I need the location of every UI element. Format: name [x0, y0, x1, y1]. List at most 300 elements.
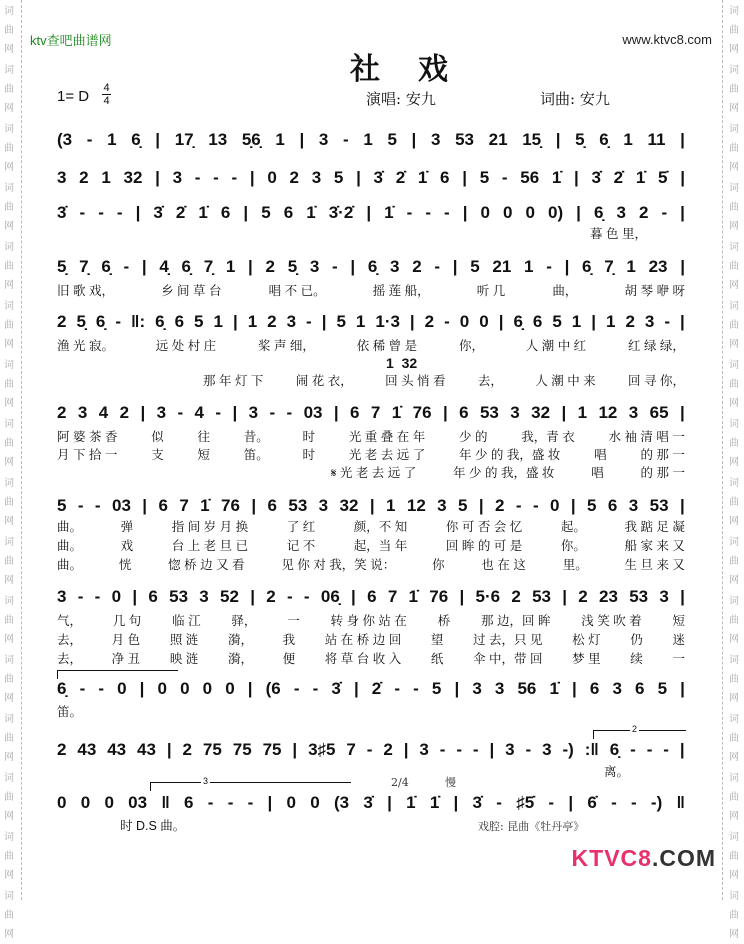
- lyric-phrase: 临 江: [172, 614, 201, 628]
- lyric-phrase: 听 几: [476, 284, 506, 298]
- lyric-phrase: 人 潮 中 红: [525, 339, 587, 353]
- note: -: [227, 793, 234, 812]
- note: -: [546, 257, 552, 276]
- lyric-line: 离。: [604, 765, 630, 779]
- watermark-text: 词 曲 网: [729, 596, 739, 645]
- lyric-phrase: 摇 莲 船，: [372, 284, 430, 298]
- lyric-phrase: 站 在 桥 边 回: [324, 633, 402, 647]
- note: -: [425, 203, 431, 222]
- watermark-text: 词 曲 网: [4, 478, 14, 527]
- note: 0: [525, 203, 535, 222]
- lyric-phrase: 红 绿 绿，: [627, 339, 685, 353]
- note: 3: [659, 587, 669, 606]
- note: 1: [275, 130, 285, 149]
- lyric-phrase: 少 的: [458, 430, 488, 444]
- barline: |: [680, 130, 685, 149]
- barline: |: [142, 496, 148, 515]
- note: -: [663, 740, 669, 759]
- note: 5: [431, 679, 442, 698]
- watermark-text: 词 曲 网: [4, 360, 14, 409]
- note: 53: [629, 587, 649, 606]
- note: 7̣: [79, 257, 89, 276]
- lyric-phrase: 短: [197, 448, 210, 462]
- barline: |: [453, 793, 459, 812]
- lyric-phrase: 照 涟: [169, 633, 199, 647]
- note: 56: [517, 679, 537, 698]
- lyric-phrase: 纸: [430, 652, 444, 666]
- note: -: [77, 587, 84, 606]
- lyric-phrase: 漪，: [227, 633, 253, 647]
- note: 21: [488, 130, 508, 149]
- barline: |: [321, 312, 327, 331]
- note: 2: [289, 168, 300, 187]
- note: 6: [267, 496, 277, 515]
- barline: |: [248, 257, 253, 276]
- note: 2: [412, 257, 422, 276]
- note: 43: [137, 740, 156, 759]
- note: 3̇: [57, 203, 67, 222]
- note: -: [532, 496, 539, 515]
- barline: |: [292, 740, 298, 759]
- note: 7: [387, 587, 398, 606]
- note: 43: [107, 740, 127, 759]
- meter-change: 2/4: [391, 776, 409, 789]
- barline: |: [462, 203, 468, 222]
- lyric-phrase: 续: [630, 652, 643, 666]
- note: 17̣: [174, 130, 194, 149]
- note: 03: [128, 793, 148, 812]
- note: 5: [470, 257, 480, 276]
- note: 2: [625, 312, 635, 331]
- note: -: [525, 740, 532, 759]
- lyric-phrase: 生 旦 来 又: [624, 558, 685, 572]
- note: 3: [172, 168, 183, 187]
- opera-note: 戏腔: 昆曲《牡丹亭》: [478, 820, 585, 833]
- lyric-phrase: 便: [282, 652, 296, 666]
- barline: |: [299, 130, 305, 149]
- note: 5: [479, 168, 490, 187]
- note: 3: [542, 740, 552, 759]
- note: 2: [578, 587, 588, 606]
- lyric-phrase: 光 老 去 远 了: [348, 448, 426, 462]
- note: 6̣: [599, 130, 609, 149]
- note: 53: [649, 496, 669, 515]
- note: 75: [202, 740, 222, 759]
- note: 23: [648, 257, 668, 276]
- note: 3: [311, 168, 322, 187]
- note: -: [86, 130, 93, 149]
- note: 6̣: [593, 203, 604, 222]
- note: 1̇: [384, 203, 394, 222]
- barline: ‖: [676, 793, 685, 812]
- barline: |: [141, 257, 147, 276]
- watermark-text: 词 曲 网: [729, 832, 739, 881]
- lyric-phrase: 回 眸 的 可 是: [445, 539, 523, 553]
- note: 76: [221, 496, 240, 515]
- note: -: [98, 679, 104, 698]
- lyric-phrase: 松 灯: [572, 633, 601, 647]
- note: 3: [505, 740, 515, 759]
- lyric-phrase: 旧 歌 戏，: [57, 284, 114, 298]
- note: -: [312, 679, 319, 698]
- lyric-phrase: 船 家 来 又: [624, 539, 685, 553]
- barline: |: [353, 679, 359, 698]
- note: -: [286, 403, 293, 422]
- note: -: [406, 203, 413, 222]
- note: 3: [318, 496, 329, 515]
- watermark-text: 词 曲 网: [4, 124, 14, 173]
- note: -: [123, 257, 130, 276]
- note: -: [661, 203, 668, 222]
- lyric-phrase: 见 你 对 我，笑 说：: [281, 558, 396, 572]
- watermark-text: 词 曲 网: [4, 832, 14, 881]
- note: 3: [628, 496, 639, 515]
- barline: |: [250, 587, 255, 606]
- lyric-phrase: 远 处 村 庄: [155, 339, 217, 353]
- note: (6: [265, 679, 281, 698]
- note: 76: [429, 587, 449, 606]
- singer-credit: 演唱: 安九: [366, 90, 436, 108]
- lyric-phrase: 时: [302, 448, 316, 462]
- lyric-phrase: 里。: [562, 558, 588, 572]
- note: 2: [119, 403, 130, 422]
- note: 1̇: [429, 793, 440, 812]
- note: 1·3: [375, 312, 400, 331]
- note: 03: [303, 403, 323, 422]
- barline: |: [249, 168, 255, 187]
- barline: |: [232, 312, 238, 331]
- lyric-phrase: 桨 声 细，: [257, 339, 315, 353]
- lyric-phrase: 支: [151, 448, 164, 462]
- note: 23: [599, 587, 618, 606]
- note: -: [116, 203, 123, 222]
- lyric-phrase: 你，: [458, 339, 484, 353]
- note: 5̣: [287, 257, 298, 276]
- note: 53: [479, 403, 499, 422]
- note: 3̇: [363, 793, 373, 812]
- note: 1: [363, 130, 373, 149]
- lyric-phrase: 年 少 的 我，盛 妆: [453, 466, 555, 480]
- volta-3-bracket: [150, 776, 351, 791]
- lyric-phrase: 回 寻 你，: [628, 374, 685, 388]
- note: 6̣: [155, 312, 165, 331]
- lyric-phrase: 时: [302, 430, 316, 444]
- note: 6̣: [582, 257, 592, 276]
- note: 2: [383, 740, 393, 759]
- lyric-phrase: 我，青 衣: [521, 430, 575, 444]
- barline: |: [680, 203, 685, 222]
- note: 5̣6̣: [241, 130, 261, 149]
- barline: |: [452, 257, 458, 276]
- note: 3: [286, 312, 297, 331]
- note: 6: [184, 793, 194, 812]
- note: -: [646, 740, 653, 759]
- note: 1̇: [306, 203, 316, 222]
- right-margin-line: [722, 0, 723, 900]
- lyric-phrase: 惚 桥 边 又 看: [168, 558, 245, 572]
- note: 3: [472, 679, 482, 698]
- note: 7: [370, 403, 381, 422]
- lyric-phrase: 人 潮 中 来: [535, 374, 596, 388]
- note: 7: [179, 496, 189, 515]
- note: 15̣: [522, 130, 542, 149]
- note: 0: [202, 679, 213, 698]
- site-url[interactable]: www.ktvc8.com: [622, 32, 712, 47]
- note: -: [439, 740, 446, 759]
- note: -: [79, 203, 86, 222]
- notation-row: [57, 679, 685, 699]
- lyric-phrase: 气，: [57, 614, 83, 628]
- note: 5̣: [76, 312, 86, 331]
- lyric-phrase: 曲。: [57, 539, 83, 553]
- lyric-line: [57, 429, 685, 445]
- barline: |: [478, 496, 484, 515]
- barline: |: [411, 130, 417, 149]
- barline: |: [442, 403, 448, 422]
- note: 6̣: [513, 312, 523, 331]
- note: 53: [169, 587, 189, 606]
- note: 0: [267, 168, 277, 187]
- barline: |: [155, 130, 161, 149]
- lyric-phrase: 转 身 你 站 在: [330, 614, 407, 628]
- note: -: [77, 496, 84, 515]
- note: 1: [571, 312, 582, 331]
- lyric-line: 暮 色 里，: [590, 227, 647, 241]
- lyric-phrase: 年 少 的 我，盛 妆: [458, 448, 561, 462]
- note: 1: [355, 312, 366, 331]
- barline: ‖:: [131, 312, 146, 331]
- watermark-text: 词 曲 网: [729, 537, 739, 586]
- note: -: [444, 203, 450, 222]
- watermark-text: 词 曲 网: [729, 6, 739, 55]
- note: 6̣: [57, 679, 67, 698]
- barline: |: [570, 496, 576, 515]
- lyric-phrase: 昔。: [243, 430, 269, 444]
- note: 2̇: [395, 168, 406, 187]
- note: 2: [638, 203, 649, 222]
- barline: :‖: [584, 740, 599, 759]
- note: 1̇: [198, 203, 208, 222]
- meter-top: 4: [103, 82, 110, 94]
- watermark-text: 词 曲 网: [729, 655, 739, 704]
- lyric-phrase: 去，: [477, 374, 503, 388]
- barline: |: [489, 740, 495, 759]
- lyric-phrase: 台 上 老 旦 已: [171, 539, 249, 553]
- note: -: [79, 679, 86, 698]
- barline: |: [679, 740, 685, 759]
- note: 6̣: [131, 130, 141, 149]
- note: -: [94, 587, 101, 606]
- note: 2: [424, 312, 435, 331]
- lyric-line: [57, 538, 685, 554]
- lyric-phrase: 曲。: [57, 520, 83, 534]
- note: 12: [406, 496, 426, 515]
- note: 3: [628, 403, 639, 422]
- note: 6: [220, 203, 231, 222]
- note: 32: [123, 168, 143, 187]
- note: 3: [430, 130, 441, 149]
- note: 1̇: [391, 403, 402, 422]
- notation-row: [57, 257, 685, 277]
- lyric-phrase: 伞 中，带 回: [473, 652, 543, 666]
- note: 5: [552, 312, 562, 331]
- watermark-column-right: [727, 0, 741, 944]
- note: 2̇: [371, 679, 382, 698]
- note: 06̣: [320, 587, 340, 606]
- lyric-phrase: 闹 花 衣，: [295, 374, 353, 388]
- note: 43: [77, 740, 97, 759]
- site-name[interactable]: ktv查吧曲谱网: [30, 33, 112, 48]
- note: -: [630, 740, 636, 759]
- note: 5: [194, 312, 204, 331]
- barline: |: [409, 312, 415, 331]
- lyric-phrase: 水 袖 清 唱 一: [608, 430, 685, 444]
- note: -): [562, 740, 574, 759]
- barline: |: [351, 587, 356, 606]
- note: -: [177, 403, 184, 422]
- notation-row: [57, 496, 685, 516]
- barline: |: [333, 403, 339, 422]
- note: 3: [616, 203, 626, 222]
- note: 12: [598, 403, 618, 422]
- ktvc8-logo: [572, 845, 716, 872]
- note: 1: [213, 312, 223, 331]
- lyric-phrase: 驿，: [231, 614, 257, 628]
- lyric-phrase: 唱: [594, 448, 607, 462]
- lyric-phrase: 去，: [57, 633, 83, 647]
- note: 3̇: [373, 168, 383, 187]
- note: 5̣: [57, 257, 67, 276]
- lyric-phrase: 映 涟: [169, 652, 199, 666]
- note: 3: [612, 679, 622, 698]
- note: 2: [57, 403, 67, 422]
- note: -: [366, 740, 373, 759]
- note: 0: [310, 793, 320, 812]
- note: 3: [419, 740, 429, 759]
- barline: |: [267, 793, 273, 812]
- lyric-line: 时 D.S 曲。: [120, 819, 186, 833]
- barline: |: [140, 403, 146, 422]
- barline: |: [232, 403, 238, 422]
- lyric-phrase: 你: [432, 558, 445, 572]
- volta-1-bracket: [57, 670, 178, 679]
- note: 5: [57, 496, 67, 515]
- watermark-text: 词 曲 网: [729, 478, 739, 527]
- left-margin-line: [21, 0, 22, 900]
- note: 0): [548, 203, 564, 222]
- note: -: [194, 168, 201, 187]
- note: 3: [318, 130, 329, 149]
- note: 6: [440, 168, 450, 187]
- lyric-phrase: 𝄋 光 老 去 远 了: [331, 466, 417, 480]
- note: 2̇: [613, 168, 624, 187]
- note: (3: [333, 793, 350, 812]
- lyric-phrase: 你。: [560, 539, 586, 553]
- note: 6: [367, 587, 377, 606]
- note: 3: [309, 257, 320, 276]
- note: 6̣: [101, 257, 111, 276]
- note: 3: [57, 168, 67, 187]
- lyric-line: [57, 613, 685, 629]
- barline: |: [251, 496, 257, 515]
- note: 1: [626, 257, 636, 276]
- lyric-phrase: 我 踮 足 凝: [624, 520, 685, 534]
- watermark-text: 词 曲 网: [4, 655, 14, 704]
- note: 2: [266, 587, 276, 606]
- note: 3: [390, 257, 400, 276]
- note: 0: [550, 496, 560, 515]
- note: -: [501, 168, 508, 187]
- lyric-phrase: 月 下 拾 一: [57, 448, 118, 462]
- note: -: [115, 312, 122, 331]
- note: 76: [412, 403, 432, 422]
- watermark-text: 词 曲 网: [729, 242, 739, 291]
- lyric-phrase: 渔 光 寂。: [57, 339, 114, 353]
- barline: |: [555, 130, 561, 149]
- note: 7: [346, 740, 356, 759]
- lyric-phrase: 起。: [560, 520, 586, 534]
- note: 6: [459, 403, 469, 422]
- tempo-mark: 慢: [445, 776, 456, 789]
- note: 1̇: [635, 168, 646, 187]
- watermark-text: 词 曲 网: [729, 124, 739, 173]
- note: 21: [492, 257, 512, 276]
- notation-row: [57, 312, 685, 332]
- note: 2̇: [175, 203, 186, 222]
- notation-row: [57, 203, 685, 223]
- watermark-text: 词 曲 网: [4, 242, 14, 291]
- watermark-text: 词 曲 网: [4, 6, 14, 55]
- lyric-phrase: 几 句: [112, 614, 142, 628]
- note: 2: [79, 168, 89, 187]
- lyric-phrase: 浅 笑 吹 着: [581, 614, 642, 628]
- notation-row: [57, 740, 685, 760]
- watermark-text: 词 曲 网: [4, 419, 14, 468]
- note: 3̇: [331, 679, 341, 698]
- lyric-phrase: 一: [287, 614, 300, 628]
- watermark-text: 词 曲 网: [4, 714, 14, 763]
- barline: |: [166, 740, 172, 759]
- note: -: [332, 257, 338, 276]
- note: -: [444, 312, 450, 331]
- lyric-phrase: 的 那 一: [640, 466, 685, 480]
- note: 6̇: [587, 793, 597, 812]
- note: 53: [288, 496, 308, 515]
- note: 6: [174, 312, 185, 331]
- watermark-text: 词 曲 网: [729, 891, 739, 940]
- note: -: [94, 496, 101, 515]
- lyric-phrase: 曲，: [552, 284, 578, 298]
- barline: |: [454, 679, 460, 698]
- note: 5·6: [475, 587, 501, 606]
- note: 1: [225, 257, 236, 276]
- note: 5: [458, 496, 468, 515]
- note: -: [630, 793, 637, 812]
- note: 0: [57, 793, 67, 812]
- note: 0: [111, 587, 122, 606]
- note: -: [98, 203, 104, 222]
- barline: |: [680, 257, 685, 276]
- barline: |: [462, 168, 467, 187]
- note: 6: [635, 679, 645, 698]
- lyric-phrase: 胡 琴 咿 呀: [624, 284, 685, 298]
- note: 1: [577, 403, 588, 422]
- note: -: [231, 168, 238, 187]
- lyric-line: [57, 283, 685, 299]
- note: 6: [283, 203, 294, 222]
- lyric-phrase: 迷: [672, 633, 685, 647]
- song-title: 社戏: [350, 52, 486, 87]
